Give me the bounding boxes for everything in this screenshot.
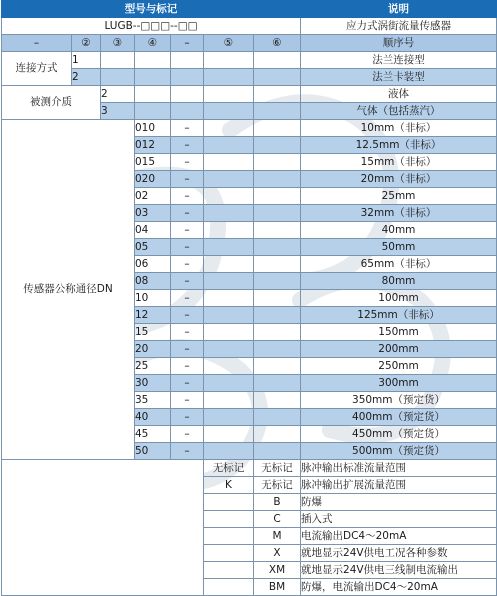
output-desc: 插入式 [301, 511, 497, 528]
output-row [2, 460, 497, 477]
header-row [2, 1, 497, 18]
diameter-dash: – [171, 154, 204, 171]
diameter-dash: – [171, 341, 204, 358]
output-code-6: XM [254, 562, 301, 579]
diameter-code: 02 [135, 188, 171, 205]
diameter-desc: 150mm [301, 324, 497, 341]
diameter-dash: – [171, 426, 204, 443]
diameter-desc: 350mm（预定货） [301, 392, 497, 409]
connection-label: 连接方式 [2, 52, 72, 86]
empty-cell [204, 409, 254, 426]
empty-cell [204, 52, 254, 69]
diameter-code: 020 [135, 171, 171, 188]
empty-cell [254, 273, 301, 290]
output-code-5 [204, 494, 254, 511]
empty-cell [254, 154, 301, 171]
product-name: 应力式涡街流量传感器 [301, 18, 497, 35]
output-desc: 脉冲输出标准流量范围 [301, 460, 497, 477]
diameter-code: 12 [135, 307, 171, 324]
col-header-4: ④ [135, 35, 171, 52]
diameter-desc: 100mm [301, 290, 497, 307]
connection-desc: 法兰卡装型 [301, 69, 497, 86]
diameter-dash: – [171, 256, 204, 273]
empty-cell [254, 290, 301, 307]
output-code-5 [204, 511, 254, 528]
empty-cell [204, 69, 254, 86]
empty-cell [135, 103, 171, 120]
diameter-code: 40 [135, 409, 171, 426]
model-title: 型号与标记 [2, 1, 301, 18]
diameter-desc: 20mm（非标） [301, 171, 497, 188]
empty-cell [204, 188, 254, 205]
output-code-6: C [254, 511, 301, 528]
col-header-5: ⑤ [204, 35, 254, 52]
medium-desc: 液体 [301, 86, 497, 103]
empty-cell [204, 205, 254, 222]
col-header-dash-2: – [171, 35, 204, 52]
empty-cell [254, 120, 301, 137]
empty-cell [254, 392, 301, 409]
diameter-desc: 12.5mm（非标） [301, 137, 497, 154]
model-code: LUGB--□□□--□□ [2, 18, 301, 35]
empty-cell [101, 69, 135, 86]
output-code-5 [204, 545, 254, 562]
output-code-6: BM [254, 579, 301, 596]
output-code-5: K [204, 477, 254, 494]
empty-cell [254, 443, 301, 460]
empty-cell [254, 205, 301, 222]
model-code-row [2, 18, 497, 35]
diameter-dash: – [171, 239, 204, 256]
medium-code: 3 [101, 103, 135, 120]
connection-code: 2 [72, 69, 101, 86]
empty-cell [254, 222, 301, 239]
empty-cell [135, 52, 171, 69]
diameter-desc: 15mm（非标） [301, 154, 497, 171]
diameter-dash: – [171, 171, 204, 188]
diameter-desc: 450mm（预定货） [301, 426, 497, 443]
diameter-code: 06 [135, 256, 171, 273]
diameter-code: 03 [135, 205, 171, 222]
diameter-dash: – [171, 392, 204, 409]
diameter-code: 50 [135, 443, 171, 460]
diameter-desc: 250mm [301, 358, 497, 375]
diameter-label: 传感器公称通径DN [2, 120, 135, 460]
output-code-6: M [254, 528, 301, 545]
connection-desc: 法兰连接型 [301, 52, 497, 69]
empty-cell [204, 290, 254, 307]
diameter-dash: – [171, 120, 204, 137]
diameter-code: 20 [135, 341, 171, 358]
empty-cell [254, 86, 301, 103]
output-code-6: 无标记 [254, 477, 301, 494]
diameter-desc: 32mm（非标） [301, 205, 497, 222]
col-header-6: ⑥ [254, 35, 301, 52]
output-desc: 脉冲输出扩展流量范围 [301, 477, 497, 494]
output-code-6: 无标记 [254, 460, 301, 477]
diameter-code: 30 [135, 375, 171, 392]
output-code-5 [204, 562, 254, 579]
output-desc: 防爆 [301, 494, 497, 511]
empty-cell [254, 307, 301, 324]
empty-cell [254, 426, 301, 443]
empty-cell [204, 171, 254, 188]
empty-cell [254, 358, 301, 375]
output-code-5 [204, 579, 254, 596]
diameter-dash: – [171, 188, 204, 205]
empty-cell [135, 69, 171, 86]
diameter-code: 10 [135, 290, 171, 307]
empty-cell [204, 358, 254, 375]
diameter-dash: – [171, 358, 204, 375]
empty-cell [254, 409, 301, 426]
diameter-code: 010 [135, 120, 171, 137]
diameter-desc: 80mm [301, 273, 497, 290]
output-code-5: 无标记 [204, 460, 254, 477]
medium-desc: 气体（包括蒸汽） [301, 103, 497, 120]
empty-cell [135, 86, 171, 103]
col-header-3: ③ [101, 35, 135, 52]
diameter-dash: – [171, 205, 204, 222]
diameter-desc: 40mm [301, 222, 497, 239]
empty-cell [254, 256, 301, 273]
diameter-code: 04 [135, 222, 171, 239]
empty-cell [204, 307, 254, 324]
empty-cell [204, 324, 254, 341]
empty-cell [204, 375, 254, 392]
diameter-desc: 400mm（预定货） [301, 409, 497, 426]
diameter-dash: – [171, 290, 204, 307]
col-header-sequence: 顺序号 [301, 35, 497, 52]
empty-cell [204, 256, 254, 273]
connection-row [2, 52, 497, 69]
desc-title: 说明 [301, 1, 497, 18]
empty-cell [254, 171, 301, 188]
diameter-code: 05 [135, 239, 171, 256]
empty-cell [204, 273, 254, 290]
empty-cell [254, 103, 301, 120]
empty-cell [204, 120, 254, 137]
empty-cell [171, 103, 204, 120]
empty-cell [254, 375, 301, 392]
output-code-5 [204, 528, 254, 545]
diameter-row [2, 120, 497, 137]
empty-cell [254, 137, 301, 154]
diameter-desc: 500mm（预定货） [301, 443, 497, 460]
empty-cell [254, 52, 301, 69]
empty-cell [254, 341, 301, 358]
diameter-code: 012 [135, 137, 171, 154]
medium-label: 被测介质 [2, 86, 101, 120]
empty-cell [204, 239, 254, 256]
empty-cell [204, 137, 254, 154]
output-desc: 电流输出DC4～20mA [301, 528, 497, 545]
connection-code: 1 [72, 52, 101, 69]
empty-cell [171, 69, 204, 86]
diameter-code: 35 [135, 392, 171, 409]
empty-cell [171, 52, 204, 69]
diameter-desc: 25mm [301, 188, 497, 205]
empty-cell [171, 86, 204, 103]
column-header-row [2, 35, 497, 52]
empty-cell [204, 86, 254, 103]
diameter-desc: 200mm [301, 341, 497, 358]
empty-cell [204, 341, 254, 358]
col-header-dash-1: – [2, 35, 72, 52]
output-desc: 防爆，电流输出DC4～20mA [301, 579, 497, 596]
empty-cell [204, 154, 254, 171]
empty-cell [204, 426, 254, 443]
empty-cell [254, 324, 301, 341]
diameter-code: 15 [135, 324, 171, 341]
diameter-code: 08 [135, 273, 171, 290]
diameter-dash: – [171, 375, 204, 392]
diameter-dash: – [171, 409, 204, 426]
diameter-dash: – [171, 222, 204, 239]
model-spec-table [1, 0, 497, 596]
empty-cell [204, 222, 254, 239]
empty-cell [254, 239, 301, 256]
output-code-6: B [254, 494, 301, 511]
diameter-code: 015 [135, 154, 171, 171]
medium-row [2, 86, 497, 103]
diameter-dash: – [171, 324, 204, 341]
diameter-code: 45 [135, 426, 171, 443]
output-desc: 就地显示24V供电工况各种参数 [301, 545, 497, 562]
empty-block [2, 460, 204, 596]
empty-cell [204, 103, 254, 120]
diameter-dash: – [171, 137, 204, 154]
medium-code: 2 [101, 86, 135, 103]
diameter-desc: 65mm（非标） [301, 256, 497, 273]
diameter-desc: 125mm（非标） [301, 307, 497, 324]
diameter-dash: – [171, 273, 204, 290]
diameter-dash: – [171, 307, 204, 324]
empty-cell [204, 443, 254, 460]
empty-cell [101, 52, 135, 69]
connection-row [2, 69, 497, 86]
output-code-6: X [254, 545, 301, 562]
col-header-2: ② [72, 35, 101, 52]
diameter-dash: – [171, 443, 204, 460]
diameter-desc: 10mm（非标） [301, 120, 497, 137]
diameter-desc: 300mm [301, 375, 497, 392]
output-desc: 就地显示24V供电三线制电流输出 [301, 562, 497, 579]
empty-cell [254, 188, 301, 205]
empty-cell [204, 392, 254, 409]
diameter-code: 25 [135, 358, 171, 375]
diameter-desc: 50mm [301, 239, 497, 256]
empty-cell [254, 69, 301, 86]
